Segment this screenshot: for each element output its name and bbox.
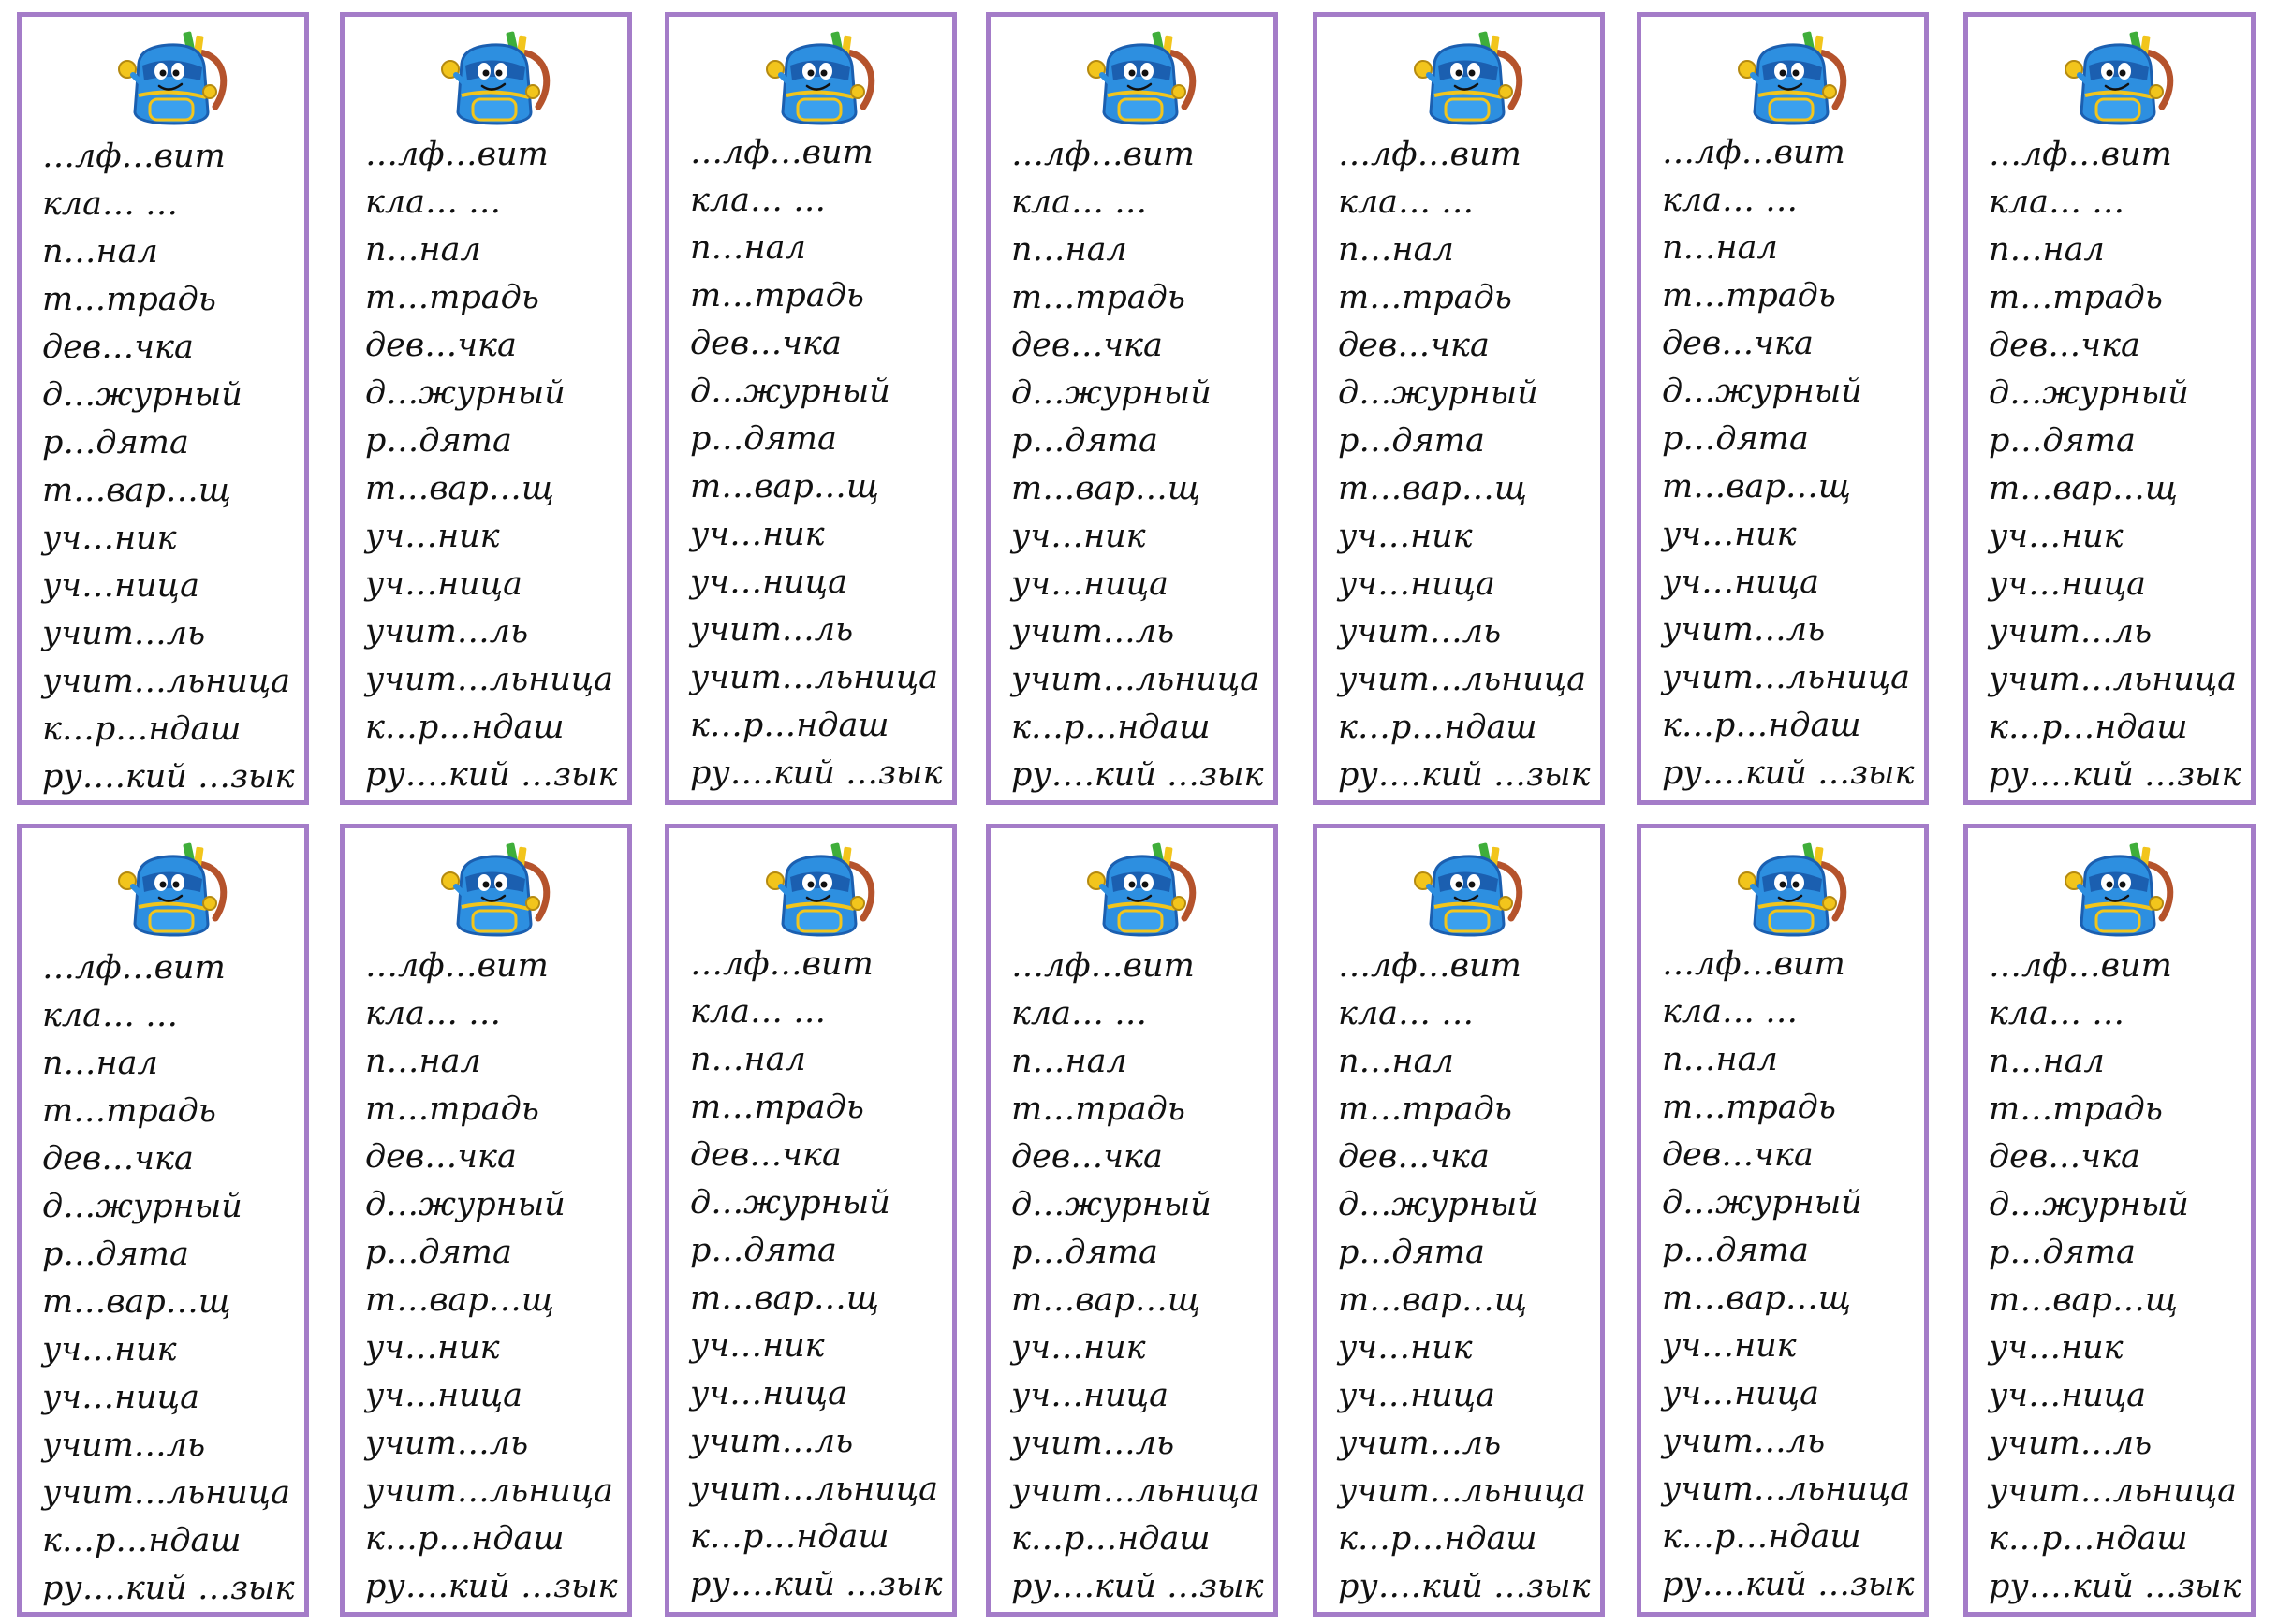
- word-line: учит…ль: [1338, 1425, 1502, 1462]
- backpack-icon: [1406, 838, 1528, 941]
- word-line: к…р…ндаш: [42, 1522, 242, 1559]
- word-line: кла… …: [1662, 993, 1799, 1031]
- word-line: дев…чка: [1989, 327, 2140, 364]
- backpack-icon: [434, 26, 555, 129]
- word-line: т…традь: [1338, 1090, 1512, 1128]
- word-line: уч…ник: [1989, 1329, 2124, 1367]
- word-line: т…вар…щ: [1338, 1281, 1527, 1319]
- word-line: п…нал: [1338, 1043, 1454, 1080]
- word-line: ру….кий …зык: [690, 1566, 943, 1603]
- word-line: д…журный: [1011, 1186, 1212, 1223]
- word-line: д…журный: [1662, 373, 1862, 410]
- word-line: уч…ница: [690, 563, 847, 601]
- word-line: т…традь: [690, 1089, 864, 1126]
- word-line: …лф…вит: [1662, 134, 1845, 171]
- word-line: уч…ник: [1011, 518, 1146, 555]
- word-line: т…традь: [365, 1090, 539, 1128]
- word-line: уч…ница: [42, 567, 199, 605]
- word-line: д…журный: [1338, 1186, 1538, 1223]
- word-line: д…журный: [1338, 374, 1538, 412]
- backpack-icon: [1730, 838, 1852, 941]
- word-line: т…традь: [1011, 279, 1185, 316]
- word-line: учит…ль: [1011, 1425, 1175, 1462]
- word-line: ру….кий …зык: [365, 1568, 618, 1605]
- word-line: …лф…вит: [365, 947, 549, 985]
- word-line: п…нал: [1011, 231, 1127, 269]
- word-list: [365, 131, 622, 799]
- word-line: т…вар…щ: [1662, 1280, 1851, 1317]
- word-line: ру….кий …зык: [1989, 1568, 2241, 1605]
- word-line: уч…ница: [1338, 1377, 1495, 1414]
- word-list: [690, 941, 947, 1609]
- word-line: дев…чка: [1011, 327, 1163, 364]
- backpack-icon: [1080, 838, 1201, 941]
- word-line: уч…ник: [1662, 1327, 1797, 1365]
- backpack-icon: [1080, 26, 1201, 129]
- word-line: д…журный: [42, 1188, 242, 1225]
- word-line: р…дята: [690, 420, 837, 458]
- word-line: т…вар…щ: [42, 472, 231, 509]
- word-line: уч…ница: [1011, 1377, 1168, 1414]
- word-line: п…нал: [1011, 1043, 1127, 1080]
- word-list: [1011, 131, 1268, 799]
- word-line: уч…ник: [1338, 518, 1473, 555]
- word-line: уч…ница: [1989, 565, 2146, 603]
- word-line: р…дята: [1338, 422, 1485, 460]
- word-list: [1989, 943, 2245, 1611]
- word-line: учит…ль: [1662, 611, 1826, 649]
- word-line: р…дята: [365, 1234, 512, 1271]
- word-line: …лф…вит: [365, 136, 549, 173]
- backpack-icon: [1406, 26, 1528, 129]
- word-line: к…р…ндаш: [365, 709, 565, 746]
- word-line: уч…ница: [42, 1379, 199, 1416]
- word-line: уч…ник: [1989, 518, 2124, 555]
- word-line: учит…льница: [690, 1470, 939, 1508]
- bookmark-card-3: [665, 12, 957, 805]
- word-line: р…дята: [1989, 1234, 2136, 1271]
- word-line: …лф…вит: [42, 138, 226, 175]
- word-line: кла… …: [1989, 183, 2125, 221]
- bookmark-card-4: [986, 12, 1278, 805]
- word-line: ру….кий …зык: [42, 758, 295, 796]
- bookmark-card-12: [1313, 824, 1605, 1617]
- word-line: …лф…вит: [1989, 947, 2172, 985]
- word-line: п…нал: [365, 231, 481, 269]
- word-line: …лф…вит: [690, 945, 874, 983]
- word-line: т…традь: [365, 279, 539, 316]
- word-line: к…р…ндаш: [1338, 709, 1537, 746]
- word-line: д…журный: [42, 376, 242, 414]
- word-line: д…журный: [1011, 374, 1212, 412]
- word-line: …лф…вит: [42, 949, 226, 987]
- word-line: п…нал: [1989, 231, 2105, 269]
- word-line: уч…ник: [42, 519, 177, 557]
- word-line: уч…ник: [690, 1327, 825, 1365]
- word-line: дев…чка: [1662, 1136, 1814, 1174]
- word-line: кла… …: [1338, 183, 1475, 221]
- word-line: т…традь: [1011, 1090, 1185, 1128]
- word-line: р…дята: [1011, 1234, 1158, 1271]
- word-line: кла… …: [1011, 183, 1148, 221]
- backpack-icon: [758, 838, 880, 941]
- word-line: …лф…вит: [1338, 136, 1521, 173]
- word-line: т…вар…щ: [1662, 468, 1851, 505]
- word-line: дев…чка: [690, 325, 842, 362]
- backpack-icon: [1730, 26, 1852, 129]
- word-line: учит…ль: [690, 611, 854, 649]
- word-line: т…вар…щ: [365, 1281, 554, 1319]
- word-line: учит…льница: [365, 1472, 614, 1510]
- word-line: учит…льница: [1011, 1472, 1260, 1510]
- word-line: учит…ль: [365, 613, 529, 651]
- word-line: кла… …: [690, 182, 827, 219]
- word-line: ру….кий …зык: [1011, 1568, 1264, 1605]
- word-line: р…дята: [1011, 422, 1158, 460]
- word-line: учит…льница: [365, 661, 614, 698]
- bookmark-card-5: [1313, 12, 1605, 805]
- word-line: учит…льница: [1662, 659, 1911, 696]
- word-line: уч…ник: [690, 516, 825, 553]
- word-line: р…дята: [690, 1232, 837, 1269]
- backpack-icon: [110, 26, 232, 129]
- word-line: дев…чка: [1989, 1138, 2140, 1176]
- word-line: т…традь: [42, 1092, 216, 1130]
- backpack-icon: [2057, 26, 2179, 129]
- bookmark-card-7: [1963, 12, 2256, 805]
- word-line: учит…ль: [1989, 1425, 2153, 1462]
- backpack-icon: [434, 838, 555, 941]
- word-line: кла… …: [365, 183, 502, 221]
- word-list: [1662, 129, 1918, 797]
- word-line: учит…ль: [365, 1425, 529, 1462]
- word-line: т…традь: [1662, 277, 1836, 315]
- word-line: к…р…ндаш: [1662, 707, 1861, 744]
- word-line: п…нал: [690, 1041, 806, 1078]
- word-line: уч…ница: [1011, 565, 1168, 603]
- word-line: кла… …: [1989, 995, 2125, 1032]
- word-line: к…р…ндаш: [1011, 1520, 1211, 1558]
- bookmark-card-13: [1637, 824, 1929, 1617]
- word-list: [1989, 131, 2245, 799]
- word-line: учит…льница: [1338, 1472, 1587, 1510]
- bookmark-card-10: [665, 824, 957, 1617]
- word-line: т…вар…щ: [1989, 1281, 2178, 1319]
- word-line: к…р…ндаш: [1338, 1520, 1537, 1558]
- word-line: учит…ль: [1011, 613, 1175, 651]
- word-line: т…традь: [1989, 279, 2163, 316]
- word-list: [42, 944, 299, 1613]
- bookmark-card-6: [1637, 12, 1929, 805]
- word-list: [1338, 943, 1595, 1611]
- word-line: дев…чка: [1338, 1138, 1490, 1176]
- word-line: уч…ница: [1662, 563, 1819, 601]
- word-list: [1011, 943, 1268, 1611]
- word-line: кла… …: [42, 997, 179, 1034]
- word-line: уч…ница: [690, 1375, 847, 1412]
- word-list: [690, 129, 947, 797]
- word-line: т…вар…щ: [1011, 1281, 1200, 1319]
- word-line: т…вар…щ: [1989, 470, 2178, 507]
- word-line: учит…ль: [1338, 613, 1502, 651]
- word-line: т…традь: [690, 277, 864, 315]
- word-list: [1338, 131, 1595, 799]
- word-line: к…р…ндаш: [1989, 1520, 2188, 1558]
- word-line: р…дята: [42, 424, 189, 461]
- word-line: ру….кий …зык: [1989, 756, 2241, 794]
- word-line: дев…чка: [1662, 325, 1814, 362]
- word-line: уч…ник: [365, 1329, 500, 1367]
- word-line: д…журный: [365, 374, 566, 412]
- word-line: т…вар…щ: [1338, 470, 1527, 507]
- word-list: [42, 133, 299, 801]
- word-line: т…традь: [1662, 1089, 1836, 1126]
- word-line: уч…ник: [1338, 1329, 1473, 1367]
- word-line: д…журный: [1989, 1186, 2189, 1223]
- word-line: учит…льница: [1989, 1472, 2238, 1510]
- word-line: учит…льница: [42, 663, 291, 700]
- word-line: кла… …: [1338, 995, 1475, 1032]
- word-line: уч…ник: [42, 1331, 177, 1368]
- word-line: кла… …: [42, 185, 179, 223]
- word-line: к…р…ндаш: [690, 1518, 889, 1556]
- word-line: учит…льница: [1662, 1470, 1911, 1508]
- word-line: к…р…ндаш: [42, 710, 242, 748]
- word-line: уч…ник: [1011, 1329, 1146, 1367]
- backpack-icon: [758, 26, 880, 129]
- word-line: р…дята: [1338, 1234, 1485, 1271]
- word-line: к…р…ндаш: [1011, 709, 1211, 746]
- word-line: дев…чка: [1011, 1138, 1163, 1176]
- word-line: р…дята: [1662, 1232, 1809, 1269]
- word-line: ру….кий …зык: [42, 1570, 295, 1607]
- word-line: к…р…ндаш: [1662, 1518, 1861, 1556]
- word-line: п…нал: [42, 1045, 158, 1082]
- word-line: учит…льница: [690, 659, 939, 696]
- word-line: кла… …: [690, 993, 827, 1031]
- word-line: ру….кий …зык: [690, 754, 943, 792]
- word-line: п…нал: [365, 1043, 481, 1080]
- word-line: т…традь: [1338, 279, 1512, 316]
- bookmark-card-8: [17, 824, 309, 1617]
- word-line: п…нал: [42, 233, 158, 271]
- word-list: [1662, 941, 1918, 1609]
- word-line: ру….кий …зык: [1011, 756, 1264, 794]
- word-line: т…вар…щ: [42, 1283, 231, 1321]
- word-line: ру….кий …зык: [1338, 1568, 1591, 1605]
- word-line: дев…чка: [690, 1136, 842, 1174]
- word-line: д…журный: [690, 373, 890, 410]
- word-line: учит…льница: [1011, 661, 1260, 698]
- word-line: уч…ница: [1662, 1375, 1819, 1412]
- backpack-icon: [110, 838, 232, 941]
- word-line: р…дята: [1989, 422, 2136, 460]
- bookmark-card-9: [340, 824, 632, 1617]
- word-line: …лф…вит: [1989, 136, 2172, 173]
- word-line: уч…ница: [365, 1377, 522, 1414]
- word-line: …лф…вит: [1011, 947, 1195, 985]
- word-line: п…нал: [1989, 1043, 2105, 1080]
- word-line: к…р…ндаш: [365, 1520, 565, 1558]
- word-line: ру….кий …зык: [1662, 754, 1915, 792]
- word-line: учит…ль: [1989, 613, 2153, 651]
- bookmark-card-11: [986, 824, 1278, 1617]
- word-line: п…нал: [1662, 1041, 1778, 1078]
- word-line: д…журный: [690, 1184, 890, 1222]
- word-line: т…вар…щ: [690, 1280, 879, 1317]
- word-line: ру….кий …зык: [1338, 756, 1591, 794]
- word-line: д…журный: [1662, 1184, 1862, 1222]
- word-line: д…журный: [1989, 374, 2189, 412]
- word-line: уч…ник: [365, 518, 500, 555]
- word-line: дев…чка: [365, 1138, 517, 1176]
- word-line: к…р…ндаш: [1989, 709, 2188, 746]
- word-line: т…традь: [42, 281, 216, 318]
- word-line: учит…льница: [42, 1474, 291, 1512]
- word-line: учит…ль: [690, 1423, 854, 1460]
- word-line: учит…льница: [1989, 661, 2238, 698]
- word-line: р…дята: [1662, 420, 1809, 458]
- word-line: п…нал: [1338, 231, 1454, 269]
- word-line: учит…ль: [1662, 1423, 1826, 1460]
- word-line: к…р…ндаш: [690, 707, 889, 744]
- word-line: т…вар…щ: [365, 470, 554, 507]
- word-line: уч…ница: [1989, 1377, 2146, 1414]
- word-line: т…вар…щ: [1011, 470, 1200, 507]
- backpack-icon: [2057, 838, 2179, 941]
- word-line: ру….кий …зык: [1662, 1566, 1915, 1603]
- word-line: уч…ница: [365, 565, 522, 603]
- word-line: ру….кий …зык: [365, 756, 618, 794]
- bookmark-card-14: [1963, 824, 2256, 1617]
- word-line: …лф…вит: [1662, 945, 1845, 983]
- word-line: учит…ль: [42, 615, 206, 652]
- word-line: учит…льница: [1338, 661, 1587, 698]
- bookmark-card-2: [340, 12, 632, 805]
- word-line: …лф…вит: [690, 134, 874, 171]
- word-line: т…вар…щ: [690, 468, 879, 505]
- word-list: [365, 943, 622, 1611]
- word-line: п…нал: [1662, 229, 1778, 267]
- word-line: дев…чка: [365, 327, 517, 364]
- word-line: кла… …: [1662, 182, 1799, 219]
- word-line: …лф…вит: [1338, 947, 1521, 985]
- word-line: кла… …: [365, 995, 502, 1032]
- word-line: учит…ль: [42, 1426, 206, 1464]
- word-line: уч…ник: [1662, 516, 1797, 553]
- word-line: п…нал: [690, 229, 806, 267]
- word-line: т…традь: [1989, 1090, 2163, 1128]
- word-line: уч…ница: [1338, 565, 1495, 603]
- word-line: дев…чка: [42, 329, 194, 366]
- word-line: д…журный: [365, 1186, 566, 1223]
- bookmark-card-1: [17, 12, 309, 805]
- word-line: кла… …: [1011, 995, 1148, 1032]
- word-line: р…дята: [42, 1236, 189, 1273]
- word-line: дев…чка: [1338, 327, 1490, 364]
- word-line: дев…чка: [42, 1140, 194, 1178]
- word-line: …лф…вит: [1011, 136, 1195, 173]
- word-line: р…дята: [365, 422, 512, 460]
